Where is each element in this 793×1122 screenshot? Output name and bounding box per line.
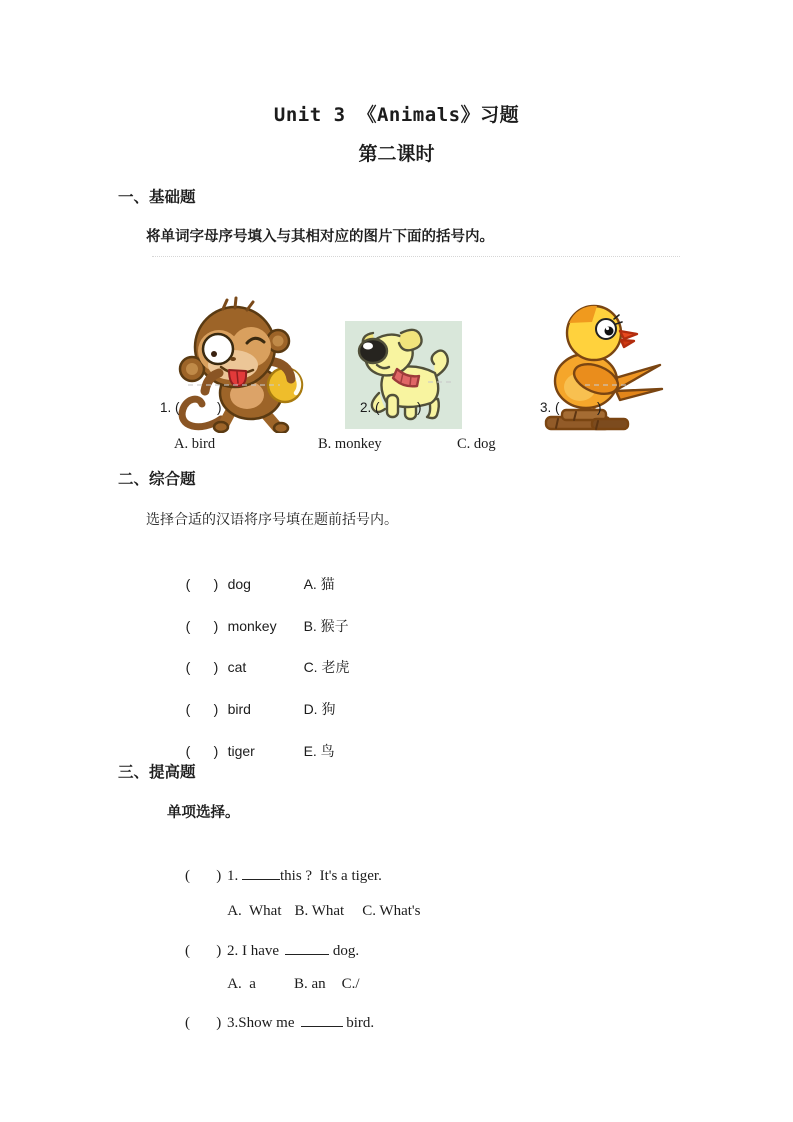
- chinese-option: A. 猫: [303, 575, 335, 592]
- bird-illustration: [536, 255, 664, 395]
- question-text: bird.: [342, 1014, 375, 1031]
- answer-bracket: ( ): [185, 942, 222, 959]
- chinese-option: D. 狗: [303, 700, 336, 717]
- english-word: tiger: [227, 742, 255, 759]
- watermark-smudge: [585, 384, 629, 386]
- choice-c: C./: [341, 975, 360, 992]
- answer-bracket: ( ): [185, 1014, 222, 1031]
- answer-bracket: ( ): [185, 617, 219, 634]
- chinese-option: C. 老虎: [303, 658, 350, 675]
- choice-c: C. What's: [362, 902, 421, 919]
- picture1-answer-blank: 1. ( ): [160, 400, 222, 415]
- monkey-illustration: [165, 255, 323, 393]
- section1-instruction: 将单词字母序号填入与其相对应的图片下面的括号内。: [146, 229, 494, 245]
- question-number: 1.: [227, 867, 242, 884]
- section3-instruction: 单项选择。: [167, 805, 240, 821]
- fill-in-blank: [242, 865, 280, 880]
- english-word: bird: [227, 700, 251, 717]
- chinese-option: E. 鸟: [303, 742, 335, 759]
- question-3: [170, 993, 374, 1051]
- choice-a: A. a: [227, 975, 256, 992]
- fill-in-blank: [301, 1012, 343, 1027]
- section3-heading: 三、提高题: [118, 764, 196, 781]
- section2-instruction: 选择合适的汉语将序号填在题前括号内。: [146, 511, 398, 527]
- section1-heading: 一、基础题: [118, 189, 196, 206]
- answer-bracket: ( ): [185, 742, 219, 759]
- chinese-option: B. 猴子: [303, 617, 349, 634]
- dog-illustration: [345, 281, 462, 389]
- picture3-answer-blank: 3. ( ): [540, 400, 602, 415]
- question-text: 2. I have: [227, 942, 280, 959]
- word-option-c: C. dog: [457, 436, 496, 452]
- answer-bracket: ( ): [185, 575, 219, 592]
- page-title: Unit 3 《Animals》习题: [273, 104, 520, 126]
- choice-b: B. an: [293, 975, 326, 992]
- fill-in-blank: [285, 940, 329, 955]
- answer-bracket: ( ): [185, 700, 219, 717]
- question-text: dog.: [329, 942, 360, 959]
- english-word: cat: [227, 658, 247, 675]
- word-option-b: B. monkey: [318, 436, 382, 452]
- picture2-answer-blank: 2. ( ): [360, 400, 422, 415]
- section2-heading: 二、综合题: [118, 471, 196, 488]
- answer-bracket: ( ): [185, 867, 222, 884]
- choice-b: B. What: [294, 902, 345, 919]
- question-text: 3.Show me: [227, 1014, 295, 1031]
- watermark-smudge: [428, 381, 454, 383]
- english-word: dog: [227, 575, 251, 592]
- page-subtitle: 第二课时: [358, 144, 435, 165]
- answer-bracket: ( ): [185, 658, 219, 675]
- word-option-a: A. bird: [174, 436, 216, 452]
- watermark-smudge: [188, 384, 280, 386]
- choice-a: A. What: [227, 902, 282, 919]
- question-text: this ? It's a tiger.: [280, 867, 382, 884]
- english-word: monkey: [227, 617, 277, 634]
